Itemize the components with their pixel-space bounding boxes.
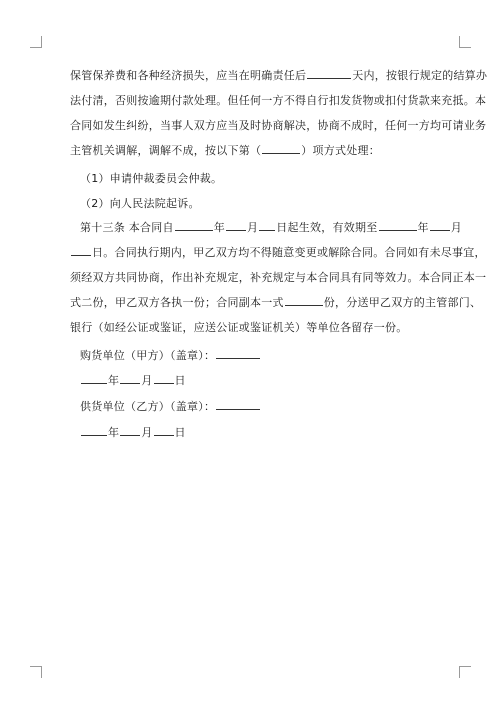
text-segment: 日 [174, 426, 186, 439]
fill-in-blank [226, 219, 246, 231]
fill-in-blank [262, 142, 300, 154]
text-line [80, 219, 462, 237]
text-line [80, 195, 450, 213]
text-segment: 年 [417, 221, 429, 234]
text-line [70, 142, 440, 160]
text-segment: 天内，按银行规定的结算办 [352, 69, 488, 82]
text-segment: 日。合同执行期内，甲乙双方均不得随意变更或解除合同。合同如有未尽事宜， [92, 246, 486, 259]
text-segment: 年 [108, 374, 120, 387]
text-segment: 月 [141, 374, 153, 387]
text-segment: 日 [174, 374, 186, 387]
text-segment: 月 [141, 426, 153, 439]
text-segment: （2）向人民法院起诉。 [80, 197, 200, 210]
fill-in-blank [154, 372, 174, 384]
fill-in-blank [285, 294, 323, 306]
text-segment: 主管机关调解，调解不成，按以下第（ [70, 144, 262, 157]
text-line [80, 398, 450, 416]
text-segment: （1）申请仲裁委员会仲裁。 [80, 172, 223, 185]
text-segment: 银行（如经公证或鉴证，应送公证或鉴证机关）等单位各留存一份。 [70, 321, 408, 334]
text-line [80, 424, 450, 442]
fill-in-blank [120, 372, 140, 384]
text-line [70, 294, 482, 312]
text-segment: 第十三条 本合同自 [80, 221, 174, 234]
fill-in-blank [120, 424, 140, 436]
text-segment: 法付清，否则按逾期付款处理。但任何一方不得自行扣发货物或扣付货款来充抵。本 [70, 94, 487, 107]
crop-mark-top-left [30, 36, 42, 48]
text-line [70, 269, 487, 287]
fill-in-blank [154, 424, 174, 436]
crop-mark-bottom-left [30, 666, 42, 678]
text-segment: ）项方式处理： [301, 144, 380, 157]
crop-mark-bottom-right [459, 666, 471, 678]
text-line [70, 67, 488, 85]
text-segment: 合同如发生纠纷，当事人双方应当及时协商解决，协商不成时，任何一方均可请业务 [70, 119, 487, 132]
text-segment: 年 [108, 426, 120, 439]
text-line [80, 347, 450, 365]
fill-in-blank [307, 67, 351, 79]
text-line [70, 92, 487, 110]
text-segment: 年 [213, 221, 225, 234]
fill-in-blank [71, 244, 91, 256]
fill-in-blank [216, 398, 260, 410]
fill-in-blank [175, 219, 213, 231]
text-segment: 月 [247, 221, 259, 234]
text-segment: 须经双方共同协商，作出补充规定，补充规定与本合同具有同等效力。本合同正本一 [70, 271, 487, 284]
text-segment: 保管保养费和各种经济损失，应当在明确责任后 [70, 69, 307, 82]
text-segment: 购货单位（甲方）（盖章）： [80, 349, 216, 362]
text-segment: 日起生效，有效期至 [276, 221, 378, 234]
text-segment: 式二份，甲乙双方各执一份；合同副本一式 [70, 296, 284, 309]
crop-mark-top-right [459, 36, 471, 48]
text-line [80, 372, 450, 390]
fill-in-blank [81, 424, 107, 436]
text-segment: 供货单位（乙方）（盖章）： [80, 400, 216, 413]
fill-in-blank [430, 219, 450, 231]
text-line [70, 319, 440, 337]
text-line [70, 244, 486, 262]
fill-in-blank [379, 219, 417, 231]
text-line [70, 117, 487, 135]
fill-in-blank [259, 219, 275, 231]
text-segment: 份，分送甲乙双方的主管部门、 [323, 296, 482, 309]
text-segment: 月 [450, 221, 462, 234]
fill-in-blank [216, 347, 260, 359]
text-line [80, 170, 450, 188]
fill-in-blank [81, 372, 107, 384]
